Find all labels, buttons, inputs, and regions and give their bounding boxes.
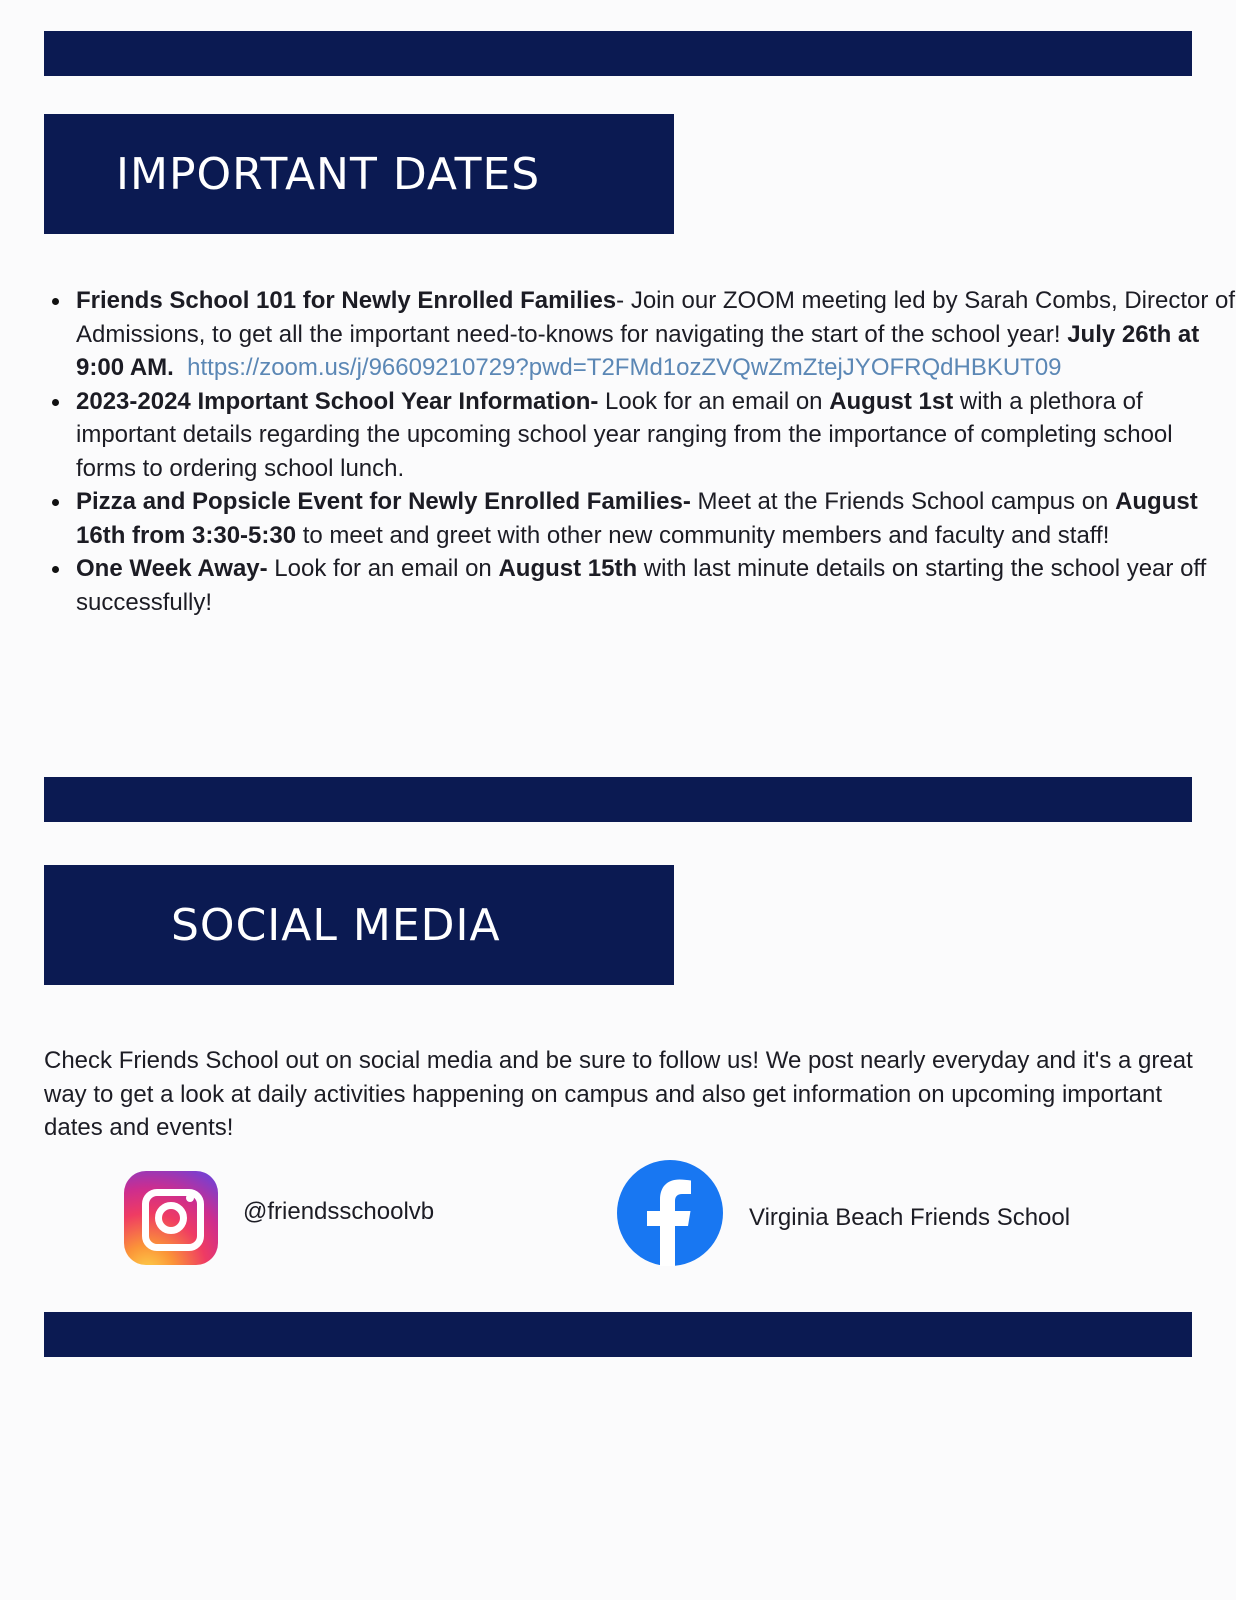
instagram-icon-lens [155, 1202, 187, 1234]
event-date: August 15th [498, 555, 638, 582]
list-item [76, 385, 1236, 486]
top-divider-bar [44, 31, 1192, 76]
instagram-handle[interactable]: @friendsschoolvb [243, 1198, 435, 1225]
list-item [76, 485, 1236, 552]
event-text: to meet and greet with other new community members and faculty and staff! [296, 521, 1110, 549]
important-dates-heading-text: IMPORTANT DATES [116, 148, 541, 200]
instagram-icon-dot [186, 1194, 194, 1202]
event-date: August 16th from 3:30-5:30 [76, 488, 1198, 549]
event-text: Look for an email on [267, 555, 499, 582]
event-title: Pizza and Popsicle Event for Newly Enrolled Families- [76, 488, 691, 515]
social-media-intro: Check Friends School out on social media and be sure to follow us! We post nearly everyday and it's a great way to get a look at daily activities happening on campus and also get information on upcoming important dates and events! [44, 1047, 1193, 1141]
event-title: Friends School 101 for Newly Enrolled Families [76, 287, 617, 314]
facebook-page-name[interactable]: Virginia Beach Friends School [749, 1204, 1071, 1231]
important-dates-list [44, 284, 1236, 619]
social-media-heading-text: SOCIAL MEDIA [171, 899, 501, 951]
middle-divider-bar [44, 777, 1192, 822]
instagram-icon[interactable] [124, 1171, 218, 1265]
event-text: - Join our ZOOM meeting led by Sarah Combs, Director of Admissions, to get all the important need-to-knows for navigating the start of the school year! [76, 287, 1236, 348]
facebook-icon[interactable] [617, 1160, 723, 1266]
social-media-heading [44, 865, 674, 985]
event-text: with a plethora of important details regarding the upcoming school year ranging from the importance of completing school forms to ordering school lunch. [76, 387, 1173, 482]
event-title: One Week Away- [76, 555, 268, 582]
event-title: 2023-2024 Important School Year Information- [76, 387, 599, 415]
event-date: August 1st [829, 387, 954, 415]
zoom-link[interactable]: https://zoom.us/j/96609210729?pwd=T2FMd1ozZVQwZmZtejJYOFRQdHBKUT09 [187, 354, 1062, 381]
event-date: July 26th at 9:00 AM. [76, 320, 1200, 381]
event-text: Look for an email on [598, 387, 830, 415]
list-item [76, 284, 1236, 385]
list-item [76, 552, 1236, 619]
bottom-divider-bar [44, 1312, 1192, 1357]
event-text: Meet at the Friends School campus on [690, 488, 1116, 515]
event-text: with last minute details on starting the school year off successfully! [76, 555, 1207, 616]
important-dates-heading [44, 114, 674, 234]
